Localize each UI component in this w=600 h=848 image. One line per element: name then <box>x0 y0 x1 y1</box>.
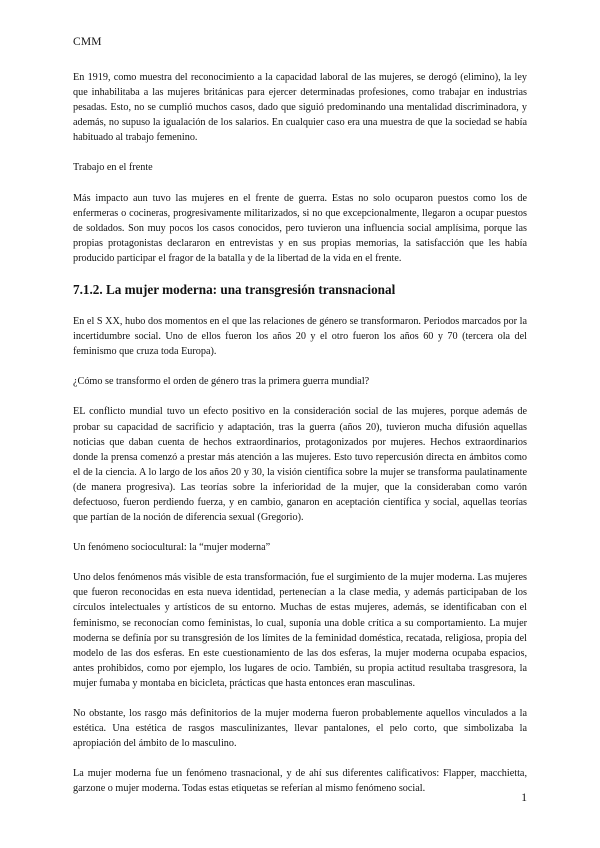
paragraph-trasnacional: La mujer moderna fue un fenómeno trasnacional, y de ahí sus diferentes calificativos: Flapper, macchietta, garzone o mujer moderna. Todas estas etiquetas se referían al mismo fenómeno social. <box>73 768 527 795</box>
page-content <box>73 70 527 811</box>
page-number: 1 <box>521 792 527 804</box>
paragraph-frente-guerra: Más impacto aun tuvo las mujeres en el frente de guerra. Estas no solo ocuparon puestos como los de enfermeras o cocineras, progresivamente militarizados, si no que excepcionalmente, llegaron a ocupar puestos de soldados. Son muy pocos los casos conocidos, pero tuvieron una influencia social amplísima, porque las propias protagonistas declararon en entrevistas y en sus propias memorias, la satisfacción que les había producido participar el fragor de la batalla y de la libertad de la vida en el frente. <box>73 192 527 264</box>
paragraph-estetica: No obstante, los rasgo más definitorios de la mujer moderna fueron probablemente aquellos vinculados a la estética. Una estética de rasgos masculinizantes, llevar pantalones, el pelo corto, que simbolizaba la apropiación del ámbito de lo masculino. <box>73 708 527 750</box>
subheading-trabajo-frente: Trabajo en el frente <box>73 162 153 174</box>
paragraph-siglo-xx: En el S XX, hubo dos momentos en el que las relaciones de género se transformaron. Periodos marcados por la incertidumbre social. Uno de ellos fueron los años 20 y el otro fueron los años 60 y 70 (tercera ola del feminismo que cruza toda Europa). <box>73 316 527 358</box>
paragraph-fenomeno: Uno delos fenómenos más visible de esta transformación, fue el surgimiento de la mujer moderna. Las mujeres que fueron reconocidas en esta nueva identidad, pertenecían a la clase media, y además participaban de los círculos intelectuales y artísticos de su entorno. Muchas de estas mujeres, además, se identificaban con el feminismo, se reconocían como feministas, lo cual, suponía una doble crítica a su comportamiento. La mujer moderna se definía por su transgresión de los límites de la feminidad doméstica, recatada, religiosa, propia del modelo de las dos esferas. En este cuestionamiento de las dos esferas, la mujer moderna ocupaba espacios, antes prohibidos, como por ejemplo, los lugares de ocio. También, su propia actitud resultaba trasgresora, la mujer fumaba y montaba en bicicleta, prácticas que hasta entonces eran masculinas. <box>73 572 527 689</box>
section-heading: 7.1.2. La mujer moderna: una transgresión transnacional <box>73 282 396 298</box>
paragraph-conflicto-mundial: EL conflicto mundial tuvo un efecto positivo en la consideración social de las mujeres, porque además de probar su capacidad de sacrificio y adaptación, tras la guerra (años 20), tuvieron mucha difusión aquellas noticias que daban cuenta de hechos extraordinarios, protagonizados por mujeres. Hechos extraordinarios donde la prensa comenzó a prestar más atención a las mujeres. Esto tuvo repercusión directa en ámbitos como el de la ciencia. A lo largo de los años 20 y 30, la visión científica sobre la mujer se transforma paulatinamente (de manera progresiva). Las teorías sobre la inferioridad de la mujer, que la consideraban como varón defectuoso, fueron perdiendo fuerza, y en cambio, ganaron en aceptación científica y social, aquellas teorías que partían de la noción de diferencia sexual (Gregorio). <box>73 406 527 524</box>
paragraph-ley-1919: En 1919, como muestra del reconocimiento a la capacidad laboral de las mujeres, se derogó (elimino), la ley que inhabilitaba a las mujeres británicas para ejercer determinadas profesiones, como trabajar en industrias pesadas. Esto, no se cumplió muchos casos, dado que siguió predominando una mentalidad discriminadora, y además, no supuso la igualación de los salarios. En cualquier caso era una muestra de que la sociedad se había habituado al trabajo femenino. <box>73 72 527 144</box>
subheading-mujer-moderna: Un fenómeno sociocultural: la “mujer moderna” <box>73 542 271 554</box>
subheading-orden-genero: ¿Cómo se transformo el orden de género tras la primera guerra mundial? <box>73 376 370 388</box>
page-header: CMM <box>73 36 102 48</box>
